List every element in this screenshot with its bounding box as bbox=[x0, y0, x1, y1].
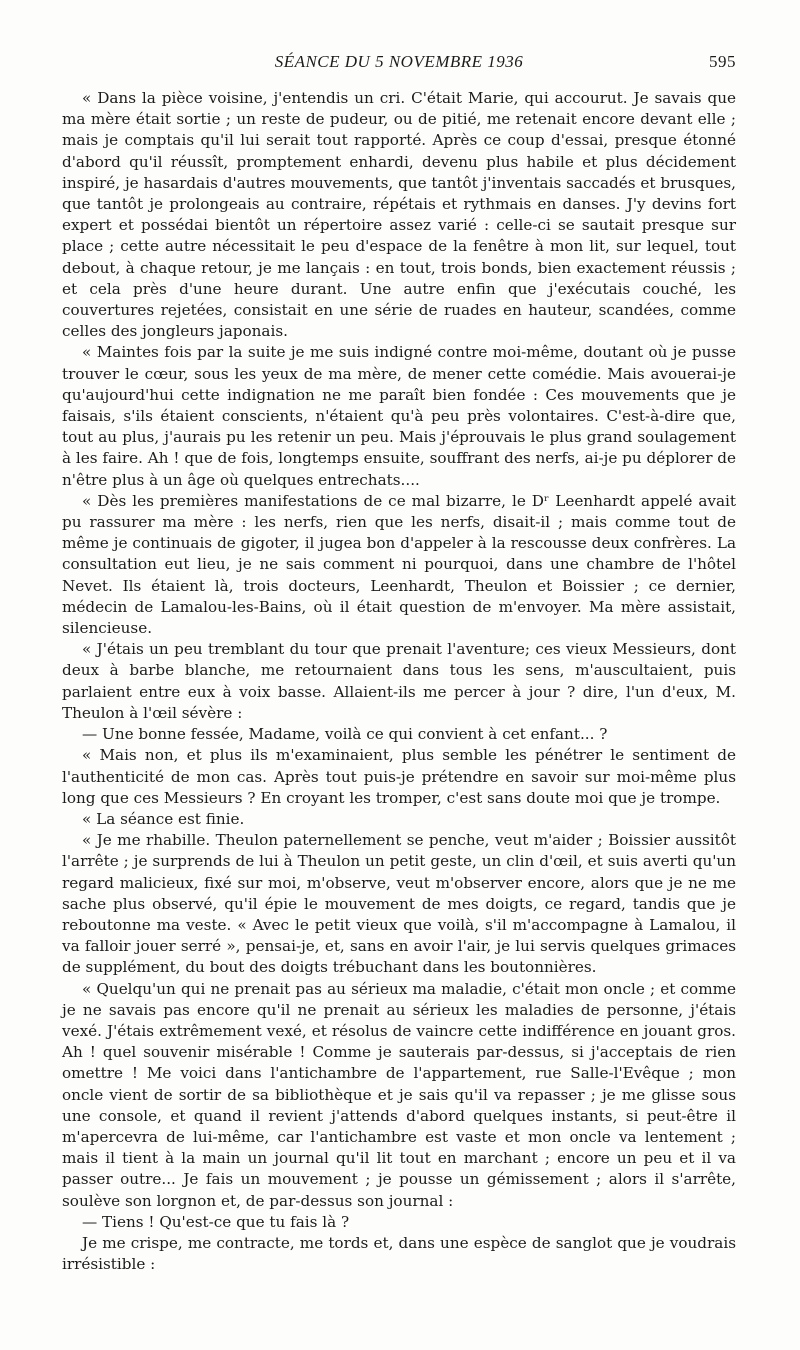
paragraph: « Je me rhabille. Theulon paternellement se penche, veut m'aider ; Boissier aussitôt l'arrête ; je surprends de lui à Theulon un petit geste, un clin d'œil, et suis averti qu'un regard malicieux, fixé sur moi, m'observe, veut m'observer encore, alors que je ne me sache plus observé, qu'il épie le mouvement de mes doigts, ce regard, tandis que je reboutonne ma veste. « Avec le petit vieux que voilà, s'il m'accompagne à Lamalou, il va falloir jouer serré », pensai-je, et, sans en avoir l'air, je lui servis quelques grimaces de supplément, du bout des doigts trébuchant dans les boutonnières. bbox=[62, 831, 736, 977]
paragraph: « J'étais un peu tremblant du tour que prenait l'aventure; ces vieux Messieurs, dont deux à barbe blanche, me retournaient dans tous les sens, m'auscultaient, puis parlaient entre eux à voix basse. Allaient-ils me percer à jour ? dire, l'un d'eux, M. Theulon à l'œil sévère : bbox=[62, 640, 736, 722]
paragraph: « Quelqu'un qui ne prenait pas au sérieux ma maladie, c'était mon oncle ; et comme je ne savais pas encore qu'il ne prenait au sérieux les maladies de personne, j'étais vexé. J'étais extrêmement vexé, et résolus de vaincre cette indifférence en jouant gros. Ah ! quel souvenir misérable ! Comme je sauterais par-dessus, si j'acceptais de rien omettre ! Me voici dans l'antichambre de l'appartement, rue Salle-l'Evêque ; mon oncle vient de sortir de sa bibliothèque et je sais qu'il va repasser ; je me glisse sous une console, et quand il revient j'attends d'abord quelques instants, si peut-être il m'apercevra de lui-même, car l'antichambre est vaste et mon oncle va lentement ; mais il tient à la main un journal qu'il lit tout en marchant ; encore un peu et il va passer outre... Je fais un mouvement ; je pousse un gémissement ; alors il s'arrête, soulève son lorgnon et, de par-dessus son journal : bbox=[62, 979, 736, 1210]
paragraph: « Maintes fois par la suite je me suis indigné contre moi-même, doutant où je pusse trouver le cœur, sous les yeux de ma mère, de mener cette comédie. Mais avouerai-je qu'aujourd'hui cette indignation ne me paraît bien fondée : Ces mouvements que je faisais, s'ils étaient conscients, n'étaient qu'à peu près volontaires. C'est-à-dire que, tout au plus, j'aurais pu les retenir un peu. Mais j'éprouvais le plus grand soulagement à les faire. Ah ! que de fois, longtemps ensuite, souffrant des nerfs, ai-je pu déplorer de n'être plus à un âge où quelques entrechats.... bbox=[62, 343, 736, 489]
page-header bbox=[62, 52, 736, 82]
body-text bbox=[62, 88, 736, 1275]
running-title: SÉANCE DU 5 NOVEMBRE 1936 bbox=[274, 52, 524, 71]
paragraph: « Mais non, et plus ils m'examinaient, plus semble les pénétrer le sentiment de l'authenticité de mon cas. Après tout puis-je prétendre en savoir sur moi-même plus long que ces Messieurs ? En croyant les tromper, c'est sans doute moi que je trompe. bbox=[62, 746, 736, 807]
paragraph: Je me crispe, me contracte, me tords et, dans une espèce de sanglot que je voudrais irrésistible : bbox=[62, 1233, 736, 1274]
paragraph: « La séance est finie. bbox=[82, 809, 245, 828]
page-number: 595 bbox=[709, 52, 736, 71]
dialogue-line: — Une bonne fessée, Madame, voilà ce qui convient à cet enfant... ? bbox=[82, 725, 608, 744]
paragraph: « Dès les premières manifestations de ce mal bizarre, le Dʳ Leenhardt appelé avait pu rassurer ma mère : les nerfs, rien que les nerfs, disait-il ; mais comme tout de même je continuais de gigoter, il jugea bon d'appeler à la rescousse deux confrères. La consultation eut lieu, je ne sais comment ni pourquoi, dans une chambre de l'hôtel Nevet. Ils étaient là, trois docteurs, Leenhardt, Theulon et Boissier ; ce dernier, médecin de Lamalou-les-Bains, où il était question de m'envoyer. Ma mère assistait, silencieuse. bbox=[62, 491, 736, 638]
paragraph: « Dans la pièce voisine, j'entendis un cri. C'était Marie, qui accourut. Je savais que ma mère était sortie ; un reste de pudeur, ou de pitié, me retenait encore devant elle ; mais je comptais qu'il lui serait tout rapporté. Après ce coup d'essai, presque étonné d'abord qu'il réussît, promptement enhardi, devenu plus habile et plus décidement inspiré, je hasardais d'autres mouvements, que tantôt j'inventais saccadés et brusques, que tantôt je prolongeais au contraire, répétais et rythmais en danses. J'y devins fort expert et possédai bientôt un répertoire assez varié : celle-ci se sautait presque sur place ; cette autre nécessitait le peu d'espace de la fenêtre à mon lit, sur lequel, tout debout, à chaque retour, je me lançais : en tout, trois bonds, bien exactement réussis ; et cela près d'une heure durant. Une autre enfin que j'exécutais couché, les couvertures rejetées, consistait en une série de ruades en hauteur, scandées, comme celles des jongleurs japonais. bbox=[62, 89, 736, 341]
dialogue-line: — Tiens ! Qu'est-ce que tu fais là ? bbox=[82, 1212, 350, 1231]
